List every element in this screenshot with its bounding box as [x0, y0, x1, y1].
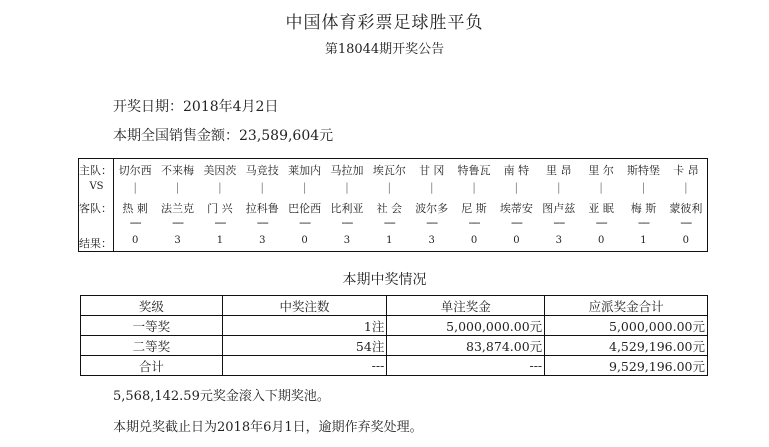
match-column	[156, 159, 198, 251]
match-column	[665, 159, 707, 251]
separator-dash: ----	[426, 216, 438, 229]
match-result: 0	[513, 235, 520, 246]
separator-dash: ----	[214, 216, 226, 229]
match-column	[326, 159, 368, 251]
vs-mark: |	[556, 181, 561, 194]
home-team: 马竞技	[245, 164, 279, 177]
vs-mark: |	[641, 181, 646, 194]
match-columns	[114, 159, 707, 251]
vs-mark: |	[514, 181, 519, 194]
prize-total: 9,529,196.00元	[545, 356, 708, 376]
away-team: 埃蒂安	[499, 202, 533, 215]
match-column	[241, 159, 283, 251]
separator-dash: ----	[680, 216, 692, 229]
vs-mark: |	[260, 181, 265, 194]
home-team: 南 特	[503, 164, 530, 177]
prize-level: 合计	[81, 356, 223, 376]
home-team: 埃瓦尔	[372, 164, 406, 177]
separator-dash: ----	[129, 216, 141, 229]
separator-dash: ----	[256, 216, 268, 229]
table-row	[81, 316, 708, 336]
prize-unit: 83,874.00元	[387, 336, 545, 356]
rollover-note: 5,568,142.59元奖金滚入下期奖池。	[113, 389, 330, 404]
match-result: 0	[301, 235, 308, 246]
match-result: 3	[259, 235, 266, 246]
vs-mark: |	[599, 181, 603, 194]
label-vs: VS	[89, 181, 104, 192]
separator-dash: ----	[595, 216, 607, 229]
away-team: 尼 斯	[461, 202, 487, 215]
match-result: 0	[131, 235, 139, 246]
table-row	[81, 356, 708, 376]
prize-header-row	[81, 296, 708, 316]
draw-date: 开奖日期：2018年4月2日	[113, 99, 279, 115]
home-team: 特鲁瓦	[457, 164, 491, 177]
prize-table	[80, 295, 708, 376]
col-header: 中奖注数	[222, 296, 387, 316]
match-result: 3	[428, 235, 435, 246]
issue-subtitle: 第18044期开奖公告	[324, 42, 445, 57]
vs-mark: |	[175, 181, 180, 194]
prize-count: 54注	[222, 336, 387, 356]
separator-dash: ----	[341, 216, 353, 229]
home-team: 斯特堡	[626, 164, 660, 177]
vs-mark: |	[345, 181, 349, 194]
away-team: 波尔多	[415, 202, 449, 215]
home-team: 里 昂	[546, 164, 572, 177]
separator-dash: ----	[510, 216, 522, 229]
prize-unit: ---	[387, 356, 545, 376]
vs-mark: |	[387, 181, 392, 194]
home-team: 甘 冈	[418, 164, 445, 177]
separator-dash: ----	[172, 216, 183, 229]
page-title: 中国体育彩票足球胜平负	[285, 13, 484, 33]
match-column	[368, 159, 410, 251]
label-home: 主队：	[79, 164, 112, 177]
match-result: 3	[174, 235, 181, 246]
home-team: 切尔西	[118, 164, 152, 177]
col-header: 应派奖金合计	[545, 296, 708, 316]
label-away: 客队：	[79, 202, 112, 215]
match-result: 0	[682, 235, 690, 246]
vs-mark: |	[683, 181, 688, 194]
away-team: 法兰克	[161, 202, 195, 215]
deadline-note: 本期兑奖截止日为2018年6月1日，逾期作弃奖处理。	[113, 420, 423, 435]
match-row-labels	[79, 159, 114, 251]
match-result: 0	[470, 235, 478, 246]
away-team: 梅 斯	[630, 202, 657, 215]
match-column	[411, 159, 453, 251]
away-team: 巴伦西	[288, 202, 322, 215]
match-result: 1	[640, 235, 647, 246]
prize-total: 5,000,000.00元	[545, 316, 708, 336]
match-result: 3	[555, 235, 562, 246]
home-team: 马拉加	[330, 164, 364, 177]
prize-level: 二等奖	[81, 336, 223, 356]
match-column	[495, 159, 537, 251]
match-result: 0	[597, 235, 605, 246]
separator-dash: ----	[468, 216, 480, 229]
home-team: 莱加内	[288, 164, 322, 177]
match-column	[199, 159, 241, 251]
col-header: 奖级	[81, 296, 223, 316]
home-team: 卡 昂	[673, 164, 699, 177]
match-column	[114, 159, 156, 251]
match-column	[453, 159, 495, 251]
prize-unit: 5,000,000.00元	[387, 316, 545, 336]
match-column	[283, 159, 325, 251]
match-column	[622, 159, 664, 251]
match-column	[538, 159, 580, 251]
vs-mark: |	[133, 181, 138, 194]
label-result: 结果：	[79, 237, 112, 250]
away-team: 亚 眠	[588, 202, 614, 215]
prize-total: 4,529,196.00元	[545, 336, 708, 356]
separator-dash: ----	[299, 216, 311, 229]
away-team: 蒙彼利	[669, 202, 703, 215]
away-team: 社 会	[376, 202, 403, 215]
vs-mark: |	[218, 181, 222, 194]
home-team: 美因茨	[203, 164, 237, 177]
match-result: 1	[386, 235, 393, 246]
away-team: 热 刺	[122, 202, 148, 215]
col-header: 单注奖金	[387, 296, 545, 316]
match-column	[580, 159, 622, 251]
home-team: 不来梅	[161, 164, 195, 177]
separator-dash: ----	[383, 216, 395, 229]
prize-count: 1注	[222, 316, 387, 336]
home-team: 里 尔	[588, 164, 614, 177]
sales-amount: 本期全国销售金额：23,589,604元	[113, 128, 334, 144]
prize-count: ---	[222, 356, 387, 376]
away-team: 拉科鲁	[245, 202, 279, 215]
away-team: 门 兴	[207, 202, 233, 215]
match-result: 3	[343, 235, 351, 246]
vs-mark: |	[472, 181, 476, 194]
away-team: 比利亚	[330, 202, 364, 215]
match-result: 1	[216, 235, 224, 246]
prize-level: 一等奖	[81, 316, 223, 336]
vs-mark: |	[302, 181, 307, 194]
table-row	[81, 336, 708, 356]
separator-dash: ----	[638, 216, 649, 229]
vs-mark: |	[429, 181, 434, 194]
match-results-table	[78, 158, 708, 252]
separator-dash: ----	[553, 216, 565, 229]
away-team: 图卢兹	[542, 202, 576, 215]
prize-heading: 本期中奖情况	[342, 272, 427, 288]
